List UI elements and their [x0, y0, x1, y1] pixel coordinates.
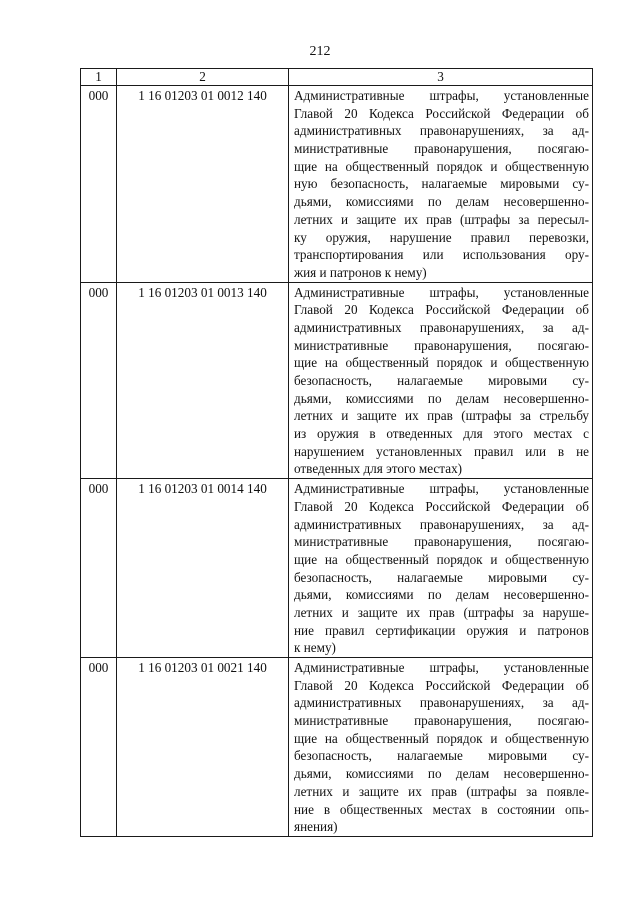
row-description-cell: [289, 282, 593, 479]
description-line: Административные штрафы, установленные: [294, 481, 589, 497]
description-line: щие на общественный порядок и общественную: [294, 730, 589, 746]
description-line: министративные правонарушения, посягаю-: [294, 337, 589, 353]
row-code-cell: 000: [81, 86, 117, 283]
description-line: янения): [294, 819, 338, 835]
description-line: административных правонарушениях, за ад-: [294, 516, 589, 532]
row-code-cell: 000: [81, 479, 117, 658]
description-line: щие на общественный порядок и общественную: [294, 551, 589, 567]
description-line: безопасность, налагаемые мировыми су-: [294, 569, 589, 585]
description-line: безопасность, налагаемые мировыми су-: [294, 748, 589, 764]
description-line: транспортирования или использования ору-: [294, 247, 589, 263]
description-line: отведенных для этого местах): [294, 461, 463, 477]
page-number: 212: [309, 44, 331, 59]
description-line: министративные правонарушения, посягаю-: [294, 534, 589, 550]
column-header-3: 3: [289, 69, 593, 86]
row-kbk-cell: 1 16 01203 01 0014 140: [117, 479, 289, 658]
description-line: щие на общественный порядок и общественную: [294, 158, 589, 174]
description-line: нарушением установленных правил или в не: [294, 443, 589, 459]
description-line: дьями, комиссиями по делам несовершенно-: [294, 587, 589, 603]
description-line: министративные правонарушения, посягаю-: [294, 713, 589, 729]
description-line: ку оружия, нарушение правил перевозки,: [294, 229, 589, 245]
description-line: летних и защите их прав (штрафы за появле-: [294, 783, 589, 799]
description-line: щие на общественный порядок и общественную: [294, 355, 589, 371]
budget-code-table: [80, 68, 593, 837]
description-line: дьями, комиссиями по делам несовершенно-: [294, 194, 589, 210]
row-code-cell: 000: [81, 658, 117, 837]
description-line: к нему): [294, 640, 336, 656]
description-line: ние в общественных местах в состоянии опь-: [294, 801, 589, 817]
description-line: из оружия в отведенных для этого местах с: [294, 426, 589, 442]
description-line: ную безопасность, налагаемые мировыми су-: [294, 176, 589, 192]
description-line: Административные штрафы, установленные: [294, 284, 589, 300]
description-line: ние правил сертификации оружия и патронов: [294, 622, 589, 638]
row-kbk-cell: 1 16 01203 01 0021 140: [117, 658, 289, 837]
row-description-cell: [289, 658, 593, 837]
row-code-cell: 000: [81, 282, 117, 479]
table-row: [81, 282, 593, 479]
table-body: [81, 69, 593, 837]
description-line: административных правонарушениях, за ад-: [294, 319, 589, 335]
description-line: Главой 20 Кодекса Российской Федерации об: [294, 677, 589, 693]
description-line: административных правонарушениях, за ад-: [294, 123, 589, 139]
description-line: Административные штрафы, установленные: [294, 660, 589, 675]
description-line: Главой 20 Кодекса Российской Федерации об: [294, 105, 589, 121]
description-line: Главой 20 Кодекса Российской Федерации об: [294, 498, 589, 514]
column-header-1: 1: [81, 69, 117, 86]
description-line: административных правонарушениях, за ад-: [294, 695, 589, 711]
description-line: дьями, комиссиями по делам несовершенно-: [294, 766, 589, 782]
description-line: министративные правонарушения, посягаю-: [294, 141, 589, 157]
column-header-2: 2: [117, 69, 289, 86]
row-kbk-cell: 1 16 01203 01 0013 140: [117, 282, 289, 479]
table-row: [81, 479, 593, 658]
description-line: Главой 20 Кодекса Российской Федерации об: [294, 302, 589, 318]
table-row: [81, 86, 593, 283]
description-line: Административные штрафы, установленные: [294, 88, 589, 103]
description-line: летних и защите их прав (штрафы за пересыл-: [294, 211, 589, 227]
description-line: безопасность, налагаемые мировыми су-: [294, 373, 589, 388]
table-row: [81, 658, 593, 837]
row-description-cell: [289, 86, 593, 283]
description-line: летних и защите их прав (штрафы за стрельбу: [294, 408, 589, 424]
description-line: дьями, комиссиями по делам несовершенно-: [294, 390, 589, 406]
description-line: жия и патронов к нему): [294, 264, 427, 280]
row-kbk-cell: 1 16 01203 01 0012 140: [117, 86, 289, 283]
description-line: летних и защите их прав (штрафы за наруше-: [294, 604, 589, 620]
row-description-cell: [289, 479, 593, 658]
table-header-row: [81, 69, 593, 86]
